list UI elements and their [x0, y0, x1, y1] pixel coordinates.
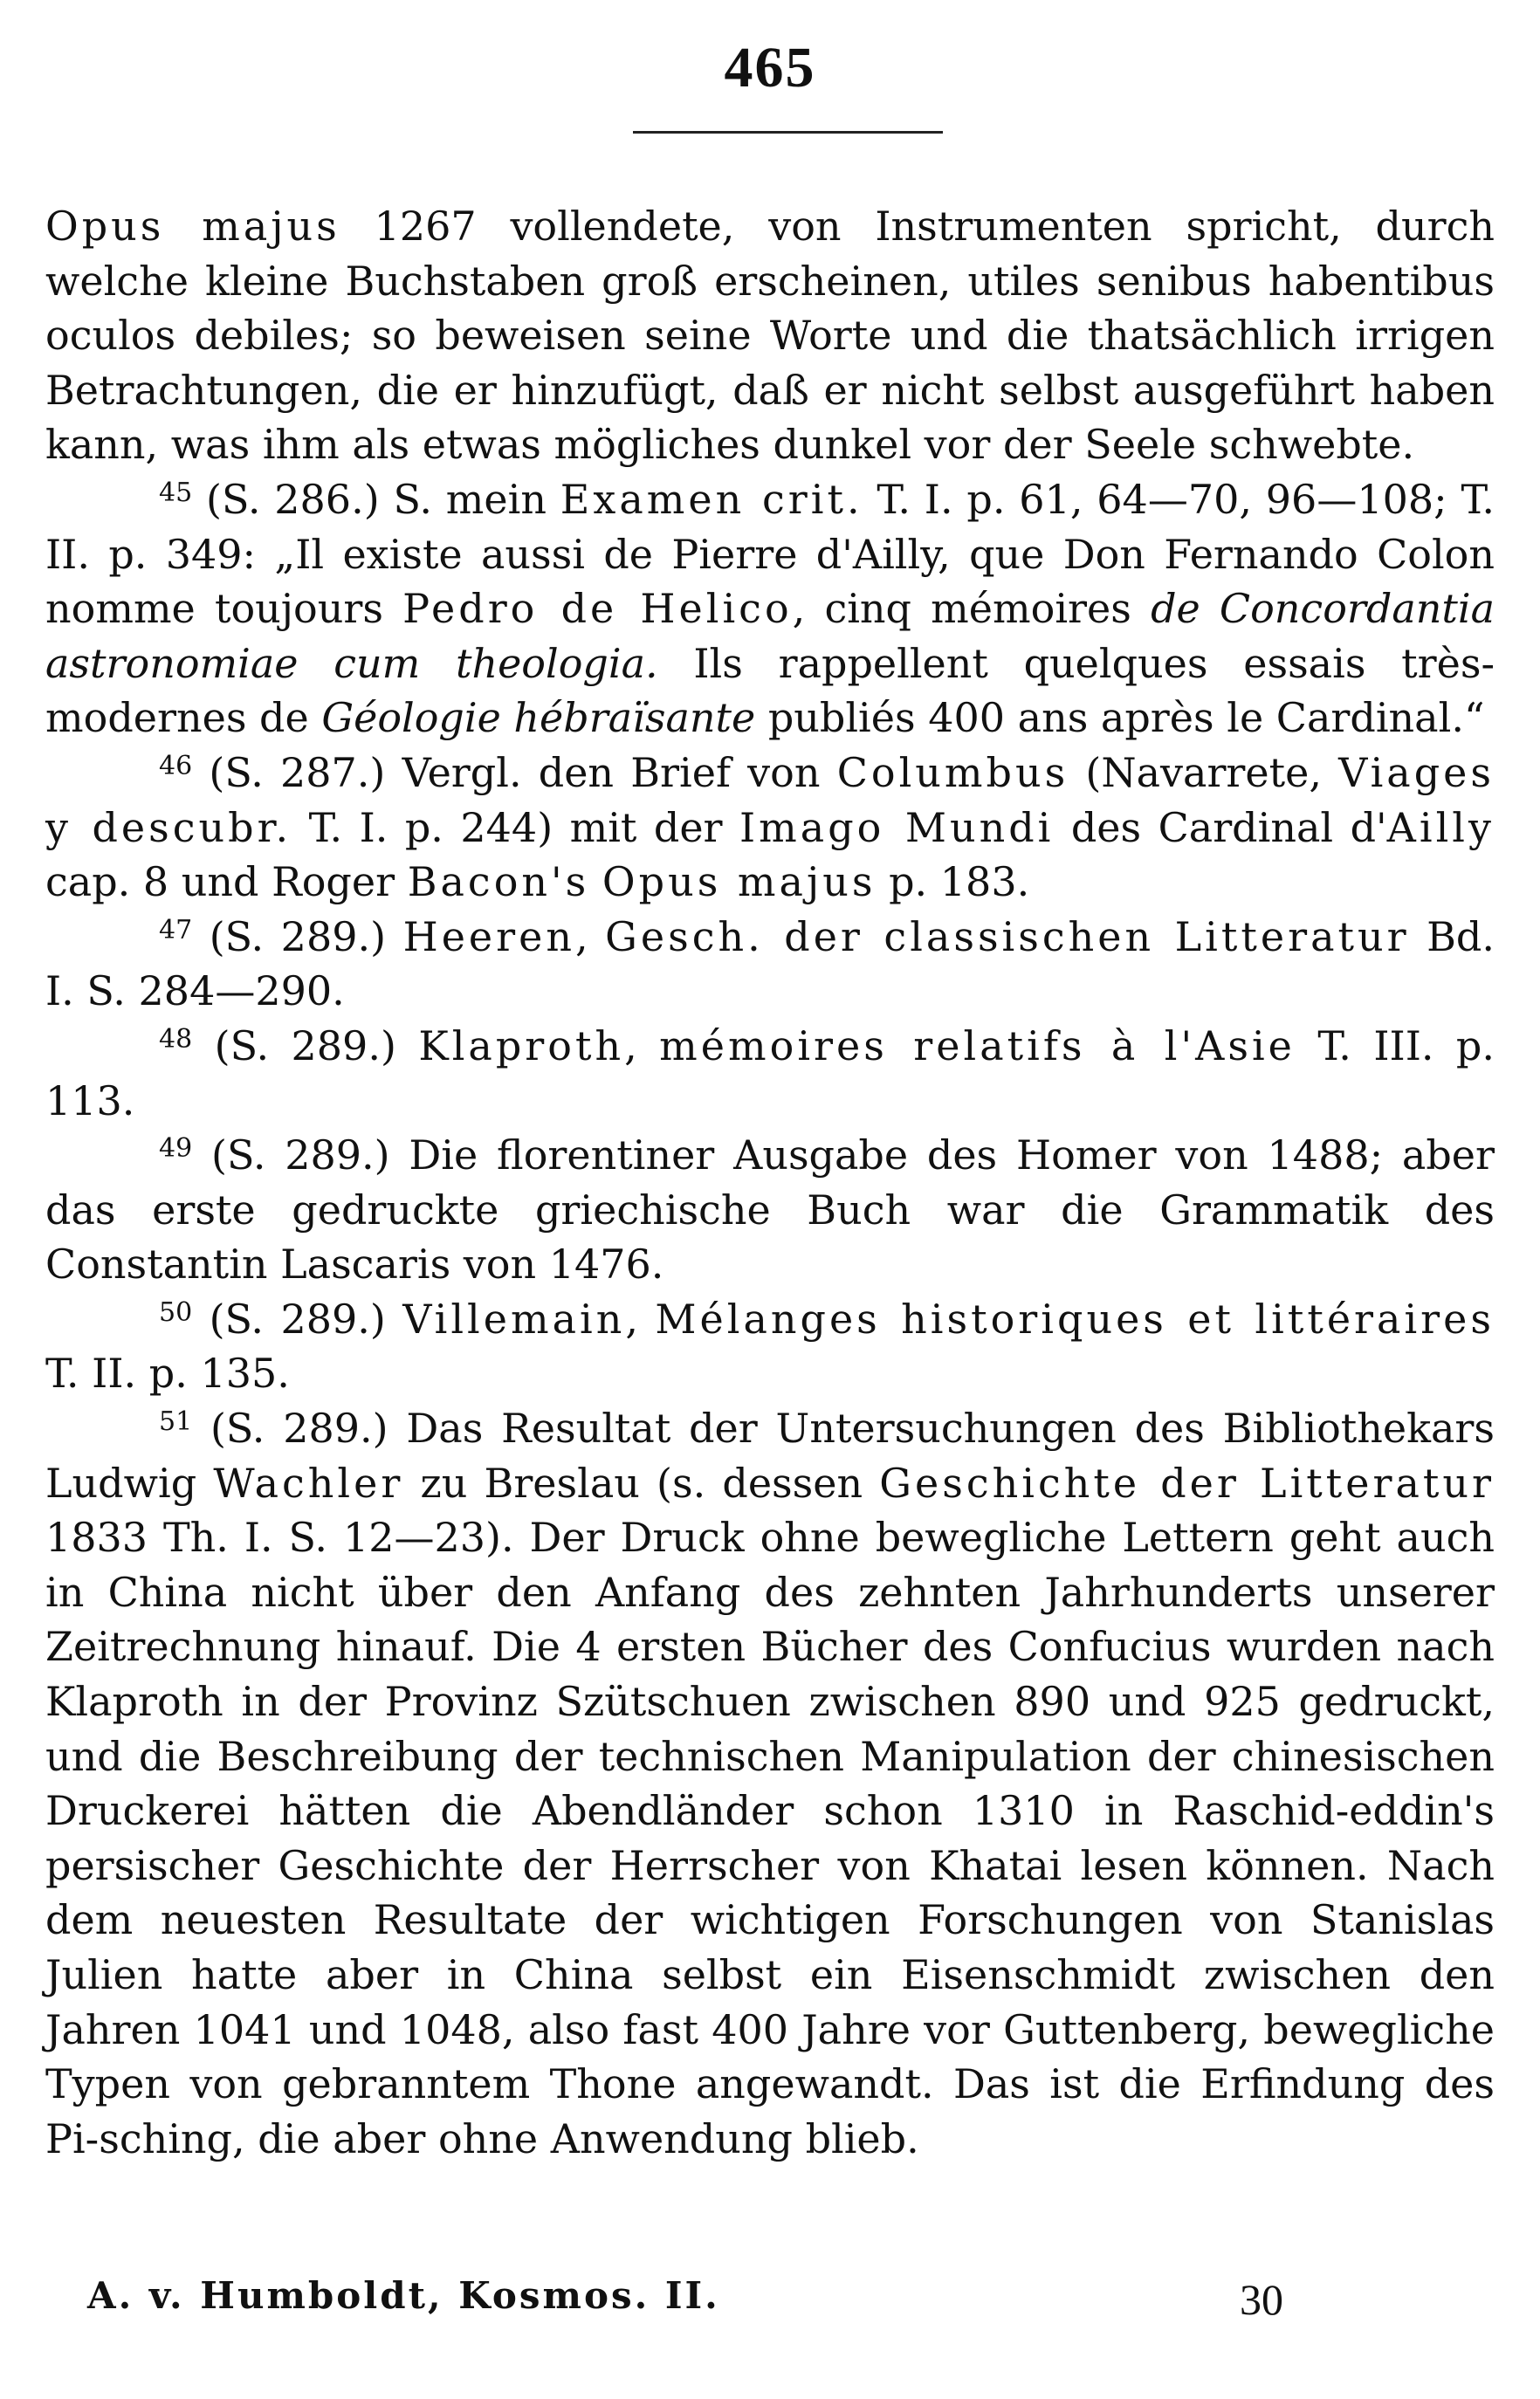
- text-segment: T. III. p. 113.: [45, 1021, 1495, 1124]
- text-segment: (S. 289.) Das Resultat der Untersuchungen des Bibliothekars Ludwig: [45, 1405, 1495, 1507]
- footnote-49: [45, 1128, 1495, 1292]
- text-segment: 1833 Th. I. S. 12—23). Der Druck ohne bewegliche Lettern geht auch in China nicht über den Anfang des zehnten Jahrhunderts unserer Zeitrechnung hinauf. Die 4 ersten Bücher des Confucius wurden nach Klaproth in der Provinz Szütschuen zwischen 890 und 925 gedruckt, und die Beschreibung der technischen Manipulation der chinesischen Druckerei hätten die Abendländer schon 1310 in Raschid-eddin's persischer Geschichte der Herrscher von Khatai lesen können. Nach dem neuesten Resultate der wichtigen Forschungen von Stanislas Julien hatte aber in China selbst ein Eisenschmidt zwischen den Jahren 1041 und 1048, also fast 400 Jahre vor Guttenberg, bewegliche Typen von gebranntem Thone angewandt. Das ist die Erfindung des Pi-sching, die aber ohne Anwendung blieb.: [45, 1514, 1495, 2162]
- footnote-number: 50: [159, 1296, 193, 1328]
- text-segment: Geschichte der Litteratur: [879, 1459, 1495, 1507]
- footnote-number: 49: [159, 1133, 193, 1165]
- text-segment: ,: [574, 912, 606, 960]
- text-segment: (Navarrete,: [1069, 748, 1339, 796]
- text-segment: Pedro de Helico: [402, 585, 793, 633]
- text-segment: (S. 289.): [192, 1295, 403, 1343]
- text-segment: T. I. p. 61, 64—70, 96—108; T. II. p. 349: „Il existe aussi de Pierre d'Ailly, que Don Fernando Colon nomme toujours: [45, 475, 1495, 633]
- text-segment: Bacon's: [407, 858, 590, 906]
- sheet-number: 30: [1240, 2275, 1283, 2324]
- text-segment: 1267 vollendete, von Instrumenten spricht, durch welche kleine Buchstaben groß erscheinen, utiles senibus habentibus oculos debiles; so beweisen seine Worte und die thatsächlich irrigen Betrachtungen, die er hinzufügt, daß er nicht selbst ausgeführt haben kann, was ihm als etwas mögliches dunkel vor der Seele schwebte.: [45, 203, 1495, 469]
- paragraph-continuation: [45, 199, 1495, 472]
- text-segment: mémoires relatifs à l'Asie: [659, 1021, 1296, 1069]
- footnote-number: 48: [159, 1023, 193, 1055]
- footnote-45: [45, 472, 1495, 746]
- text-segment: (S. 289.): [192, 1021, 419, 1069]
- text-segment: Villemain: [402, 1295, 626, 1343]
- text-segment: (S. 289.): [192, 912, 403, 960]
- text-segment: de Concordantia astronomiae cum theologia.: [45, 585, 1495, 687]
- text-segment: (S. 289.) Die florentiner Ausgabe des Homer von 1488; aber das erste gedruckte griechische Buch war die Grammatik des Constantin Lascaris von 1476.: [45, 1131, 1495, 1289]
- text-segment: Wachler: [213, 1459, 404, 1507]
- text-segment: T. II. p. 135.: [45, 1350, 290, 1398]
- text-segment: zu Breslau (s. dessen: [403, 1459, 880, 1507]
- footnote-48: [45, 1019, 1495, 1128]
- text-segment: Examen crit.: [560, 475, 863, 523]
- footnote-number: 47: [159, 914, 193, 945]
- footnote-number: 45: [159, 477, 193, 508]
- footnote-46: [45, 746, 1495, 910]
- text-segment: , cinq mémoires: [792, 585, 1152, 633]
- text-segment: [589, 858, 602, 905]
- signature-line: A. v. Humboldt, Kosmos. II.: [87, 2274, 720, 2317]
- text-segment: Opus majus: [602, 858, 877, 906]
- footnote-number: 51: [159, 1406, 193, 1438]
- text-segment: Gesch. der classischen Litteratur: [605, 912, 1410, 960]
- text-segment: Klaproth: [418, 1021, 625, 1069]
- text-segment: p. 183.: [876, 858, 1030, 906]
- text-segment: (S. 286.) S. mein: [192, 475, 560, 523]
- text-segment: Ailly: [1386, 803, 1495, 851]
- footnote-number: 46: [159, 750, 193, 781]
- text-segment: Bd. I. S. 284—290.: [45, 912, 1495, 1015]
- text-segment: cap. 8 und Roger: [45, 858, 408, 906]
- text-segment: publiés 400 ans après le Cardinal.“: [755, 694, 1485, 742]
- text-segment: Viages y descubr.: [45, 748, 1495, 851]
- text-segment: Mélanges historiques et littéraires: [655, 1295, 1495, 1343]
- text-segment: des Cardinal d': [1054, 803, 1387, 851]
- text-segment: ,: [625, 1295, 656, 1343]
- text-segment: ,: [624, 1021, 660, 1069]
- text-segment: Géologie hébraïsante: [321, 694, 756, 742]
- text-segment: Opus majus: [45, 203, 340, 250]
- text-segment: Heeren: [402, 912, 575, 960]
- text-segment: Columbus: [836, 748, 1069, 796]
- text-segment: Imago Mundi: [739, 803, 1055, 851]
- page-text: [45, 199, 1495, 2166]
- text-segment: Ils rappellent quelques essais très-modernes de: [45, 639, 1495, 742]
- footnote-51: [45, 1401, 1495, 2166]
- footnote-47: [45, 910, 1495, 1019]
- page-number: 465: [724, 36, 816, 100]
- text-segment: T. I. p. 244) mit der: [292, 803, 740, 851]
- header-rule: [633, 131, 943, 134]
- page-footer: [79, 2274, 1283, 2335]
- footnote-50: [45, 1292, 1495, 1401]
- text-segment: (S. 287.) Vergl. den Brief von: [192, 748, 837, 796]
